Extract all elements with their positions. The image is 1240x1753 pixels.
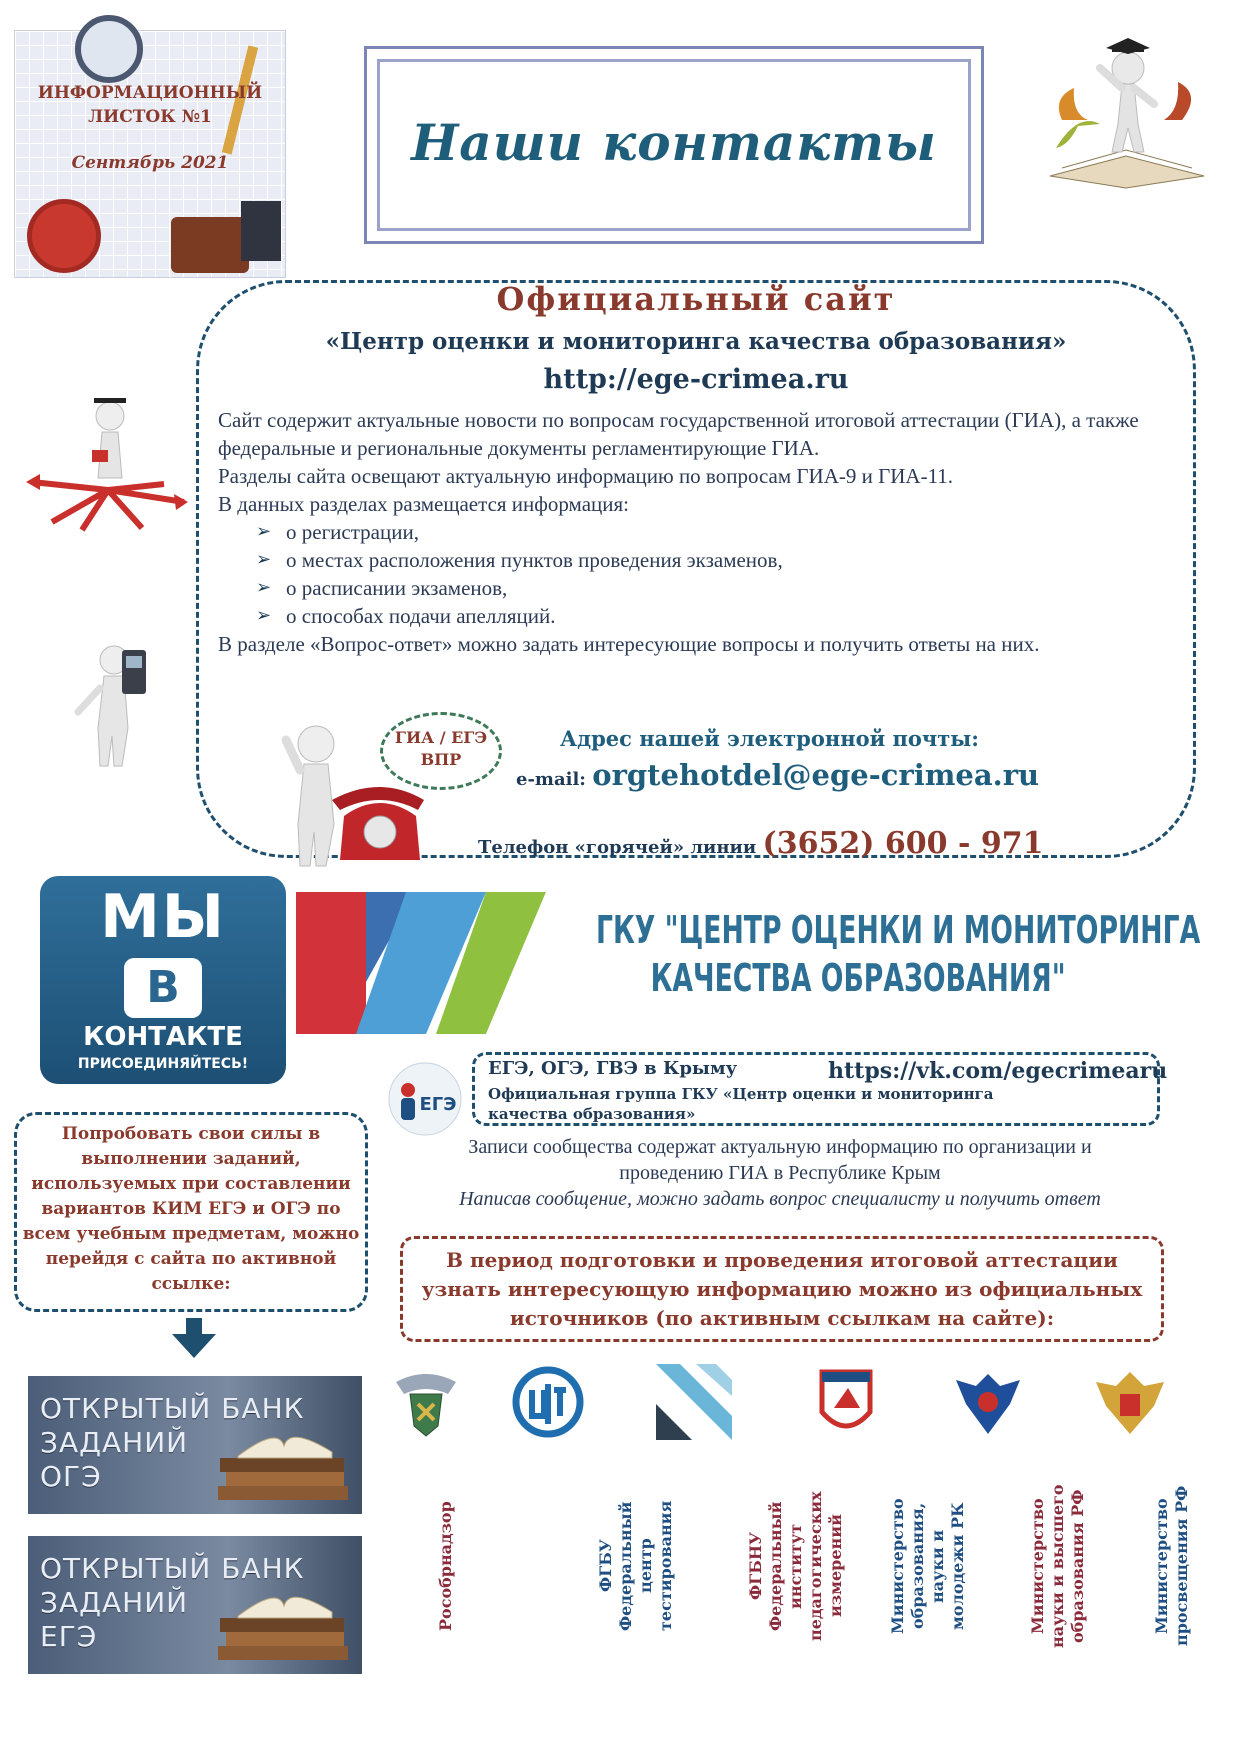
cover-line-2: ЛИСТОК №1 (88, 107, 212, 127)
org-label-text: Министерство просвещения РФ (1152, 1485, 1191, 1647)
phone-label: Телефон «горячей» линии (478, 837, 757, 858)
page-title: Наши контакты (411, 113, 937, 172)
org-label-ftc (476, 1480, 675, 1652)
site-info-list (218, 518, 1178, 630)
official-site-description (218, 406, 1178, 658)
hotline-phone (478, 826, 1043, 861)
oge-task-bank-link[interactable] (28, 1376, 362, 1514)
exam-types-bubble (380, 712, 502, 790)
leaflet-cover-image (14, 30, 286, 278)
oge-bank-label: ОТКРЫТЫЙ БАНК ЗАДАНИЙ ОГЭ (40, 1392, 305, 1493)
vk-group-link[interactable]: https://vk.com/egecrimearu (828, 1058, 1168, 1084)
org-label-text: ФГБНУ Федеральный институт педагогических измерений (746, 1491, 845, 1641)
site-paragraph-3: В данных разделах размещается информация: (218, 492, 629, 516)
gku-logo-icon (296, 892, 626, 1034)
email-label: Адрес нашей электронной почты: (560, 726, 980, 751)
books-icon (198, 1416, 358, 1512)
task-banks-text: Попробовать свои силы в выполнении заданий, используемых при составлении вариантов КИМ ЕГЭ и ОГЭ по всем учебным предметам, можно перейдя с сайта по активной ссылке: (22, 1124, 360, 1294)
vk-note-2: Написав сообщение, можно задать вопрос специалисту и получить ответ (459, 1188, 1101, 1210)
email-line (516, 758, 1039, 792)
arrow-down-icon (172, 1318, 216, 1358)
org-label-text: Министерство образования, науки и молодежи РК (888, 1498, 967, 1634)
vk-badge-my: МЫ (100, 882, 226, 952)
org-label-minprosveshcheniya (1052, 1480, 1212, 1652)
vk-badge-join: ПРИСОЕДИНЯЙТЕСЬ! (77, 1056, 249, 1072)
list-item: ➢ о регистрации, (256, 518, 1178, 546)
list-item: ➢ о способах подачи апелляций. (256, 602, 1178, 630)
books-icon (198, 1576, 358, 1672)
ege-group-logo-icon (386, 1060, 464, 1138)
org-label-crimea-ministry (768, 1480, 967, 1652)
ftc-logo-icon[interactable] (510, 1364, 586, 1440)
official-site-url[interactable]: http://ege-crimea.ru (543, 364, 849, 395)
official-site-heading: Официальный сайт (496, 280, 896, 318)
crimea-ministry-emblem-icon[interactable] (808, 1364, 884, 1440)
org-label-text: ФГБУ Федеральный центр тестирования (596, 1500, 675, 1632)
official-site-org-name: «Центр оценки и мониторинга качества образования» (325, 328, 1067, 355)
graduate-with-arrows-illustration (22, 394, 194, 534)
ege-task-bank-link[interactable] (28, 1536, 362, 1674)
cover-date: Сентябрь 2021 (71, 153, 229, 173)
bubble-line-2: ВПР (420, 750, 462, 769)
graduate-on-book-illustration (1042, 28, 1212, 190)
org-label-text: Министерство науки и высшего образования РФ (1028, 1484, 1087, 1648)
org-label-fipi (616, 1480, 845, 1652)
person-with-phone-illustration (70, 640, 156, 770)
gku-banner-line-1: ГКУ "ЦЕНТР ОЦЕНКИ И МОНИТОРИНГА (596, 908, 1201, 952)
ege-group-logo-text: ЕГЭ (419, 1094, 457, 1115)
minprosveshcheniya-emblem-icon[interactable] (1092, 1364, 1168, 1440)
vk-group-name: ЕГЭ, ОГЭ, ГВЭ в Крыму (488, 1058, 738, 1079)
ege-bank-label: ОТКРЫТЫЙ БАНК ЗАДАНИЙ ЕГЭ (40, 1552, 305, 1653)
clock-decoration (27, 199, 101, 273)
fipi-logo-icon[interactable] (656, 1364, 732, 1440)
vk-group-notes (390, 1134, 1170, 1212)
email-prefix: e-mail: (516, 769, 586, 790)
list-item: ➢ о местах расположения пунктов проведения экзаменов, (256, 546, 1178, 574)
page-title-frame (364, 46, 984, 244)
gku-banner-text (596, 906, 1200, 1002)
bubble-line-1: ГИА / ЕГЭ (394, 728, 488, 747)
email-link[interactable]: orgtehotdel@ege-crimea.ru (592, 758, 1040, 792)
gku-banner-line-2: КАЧЕСТВА ОБРАЗОВАНИЯ" (650, 956, 1066, 1000)
org-label-text: Рособрнадзор (436, 1501, 455, 1631)
official-sources-text: В период подготовки и проведения итоговой аттестации узнать интересующую информацию можно из официальных источников (по активным ссылкам на сайте): (421, 1248, 1143, 1330)
vk-logo-icon: B (124, 958, 202, 1018)
magnifier-decoration (75, 15, 143, 83)
cover-caption (15, 81, 285, 175)
rosobrnadzor-emblem-icon[interactable] (388, 1364, 464, 1440)
gku-banner[interactable] (296, 892, 1201, 1034)
vk-group-description: Официальная группа ГКУ «Центр оценки и мониторинга качества образования» (488, 1085, 994, 1123)
cover-line-1: ИНФОРМАЦИОННЫЙ (37, 83, 263, 103)
site-paragraph-4: В разделе «Вопрос-ответ» можно задать интересующие вопросы и получить ответы на них. (218, 632, 1040, 656)
site-paragraph-2: Разделы сайта освещают актуальную информацию по вопросам ГИА-9 и ГИА-11. (218, 464, 954, 488)
phone-number[interactable]: (3652) 600 - 971 (762, 826, 1044, 861)
vk-join-badge[interactable] (40, 876, 286, 1084)
minobrnauki-emblem-icon[interactable] (950, 1364, 1026, 1440)
vk-badge-kontakte: КОНТАКТЕ (83, 1022, 243, 1052)
list-item: ➢ о расписании экзаменов, (256, 574, 1178, 602)
vk-note-1: Записи сообщества содержат актуальную информацию по организации и проведению ГИА в Республике Крым (468, 1136, 1092, 1184)
notebook-decoration (241, 201, 281, 261)
bag-decoration (171, 217, 249, 273)
site-paragraph-1: Сайт содержит актуальные новости по вопросам государственной итоговой аттестации (ГИА), а также федеральные и региональные документы регламентирующие ГИА. (218, 408, 1139, 460)
